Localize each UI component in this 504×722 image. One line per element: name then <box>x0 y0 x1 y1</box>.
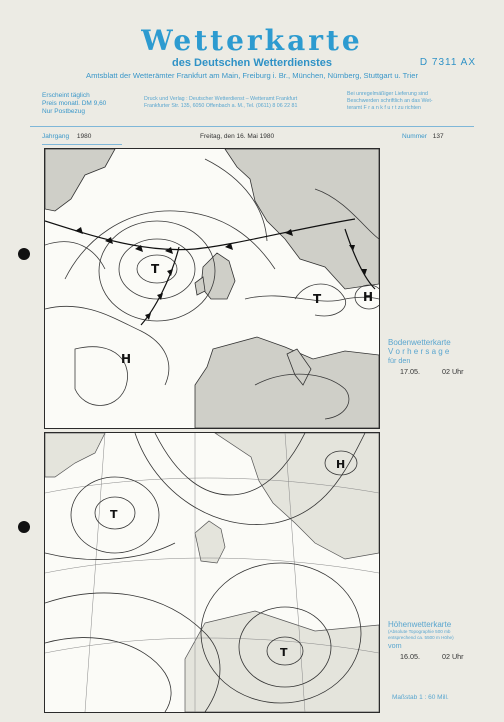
map-scale: Maßstab 1 : 60 Mill. <box>392 694 449 701</box>
svg-text:T: T <box>313 292 322 306</box>
svg-text:T: T <box>280 646 288 659</box>
publication-code: D 7311 AX <box>419 57 476 68</box>
surface-map-caption: Bodenwetterkarte V o r h e r s a g e für den 17.05. 02 Uhr <box>388 338 464 376</box>
svg-text:H: H <box>363 290 374 304</box>
upper-air-map <box>44 432 380 713</box>
upper-map-drawing <box>45 433 379 712</box>
header-rule <box>30 126 474 127</box>
punch-hole-bottom <box>18 521 30 533</box>
svg-text:T: T <box>151 262 160 276</box>
page-title: Wetterkarte <box>141 24 363 57</box>
upper-map-caption: Höhenwetterkarte (Absolute Topographie 500 mb entsprechend ca. 5500 m Höhe) vom 16.05. 02 Uhr <box>388 620 464 661</box>
issue-number: Nummer 137 <box>402 133 444 140</box>
issue-date: Freitag, den 16. Mai 1980 <box>200 133 275 140</box>
page-subtitle: des Deutschen Wetterdienstes <box>172 57 332 69</box>
issue-rule <box>42 144 122 145</box>
land-masses <box>45 149 379 428</box>
subscription-info: Erscheint täglich Preis monatl. DM 9,60 Nur Postbezug <box>42 92 107 115</box>
svg-text:H: H <box>336 458 346 471</box>
svg-text:T: T <box>110 508 118 521</box>
official-line: Amtsblatt der Wetterämter Frankfurt am Main, Freiburg i. Br., München, Nürnberg, Stuttgart u. Trier <box>86 71 418 80</box>
publisher-info: Druck und Verlag : Deutscher Wetterdienst – Wetteramt Frankfurt Frankfurter Str. 135, 6050 Offenbach a. M., Tel. (0611) 8 06 22 81 <box>144 96 298 109</box>
punch-hole-top <box>18 248 30 260</box>
issue-year: Jahrgang 1980 <box>42 133 92 140</box>
surface-forecast-map <box>44 148 380 429</box>
complaint-info: Bei unregelmäßiger Lieferung sind Beschwerden schriftlich an das Wet- teramt F r a n k f u r t zu richten <box>347 91 433 111</box>
svg-text:H: H <box>121 352 132 366</box>
surface-map-drawing <box>45 149 379 428</box>
